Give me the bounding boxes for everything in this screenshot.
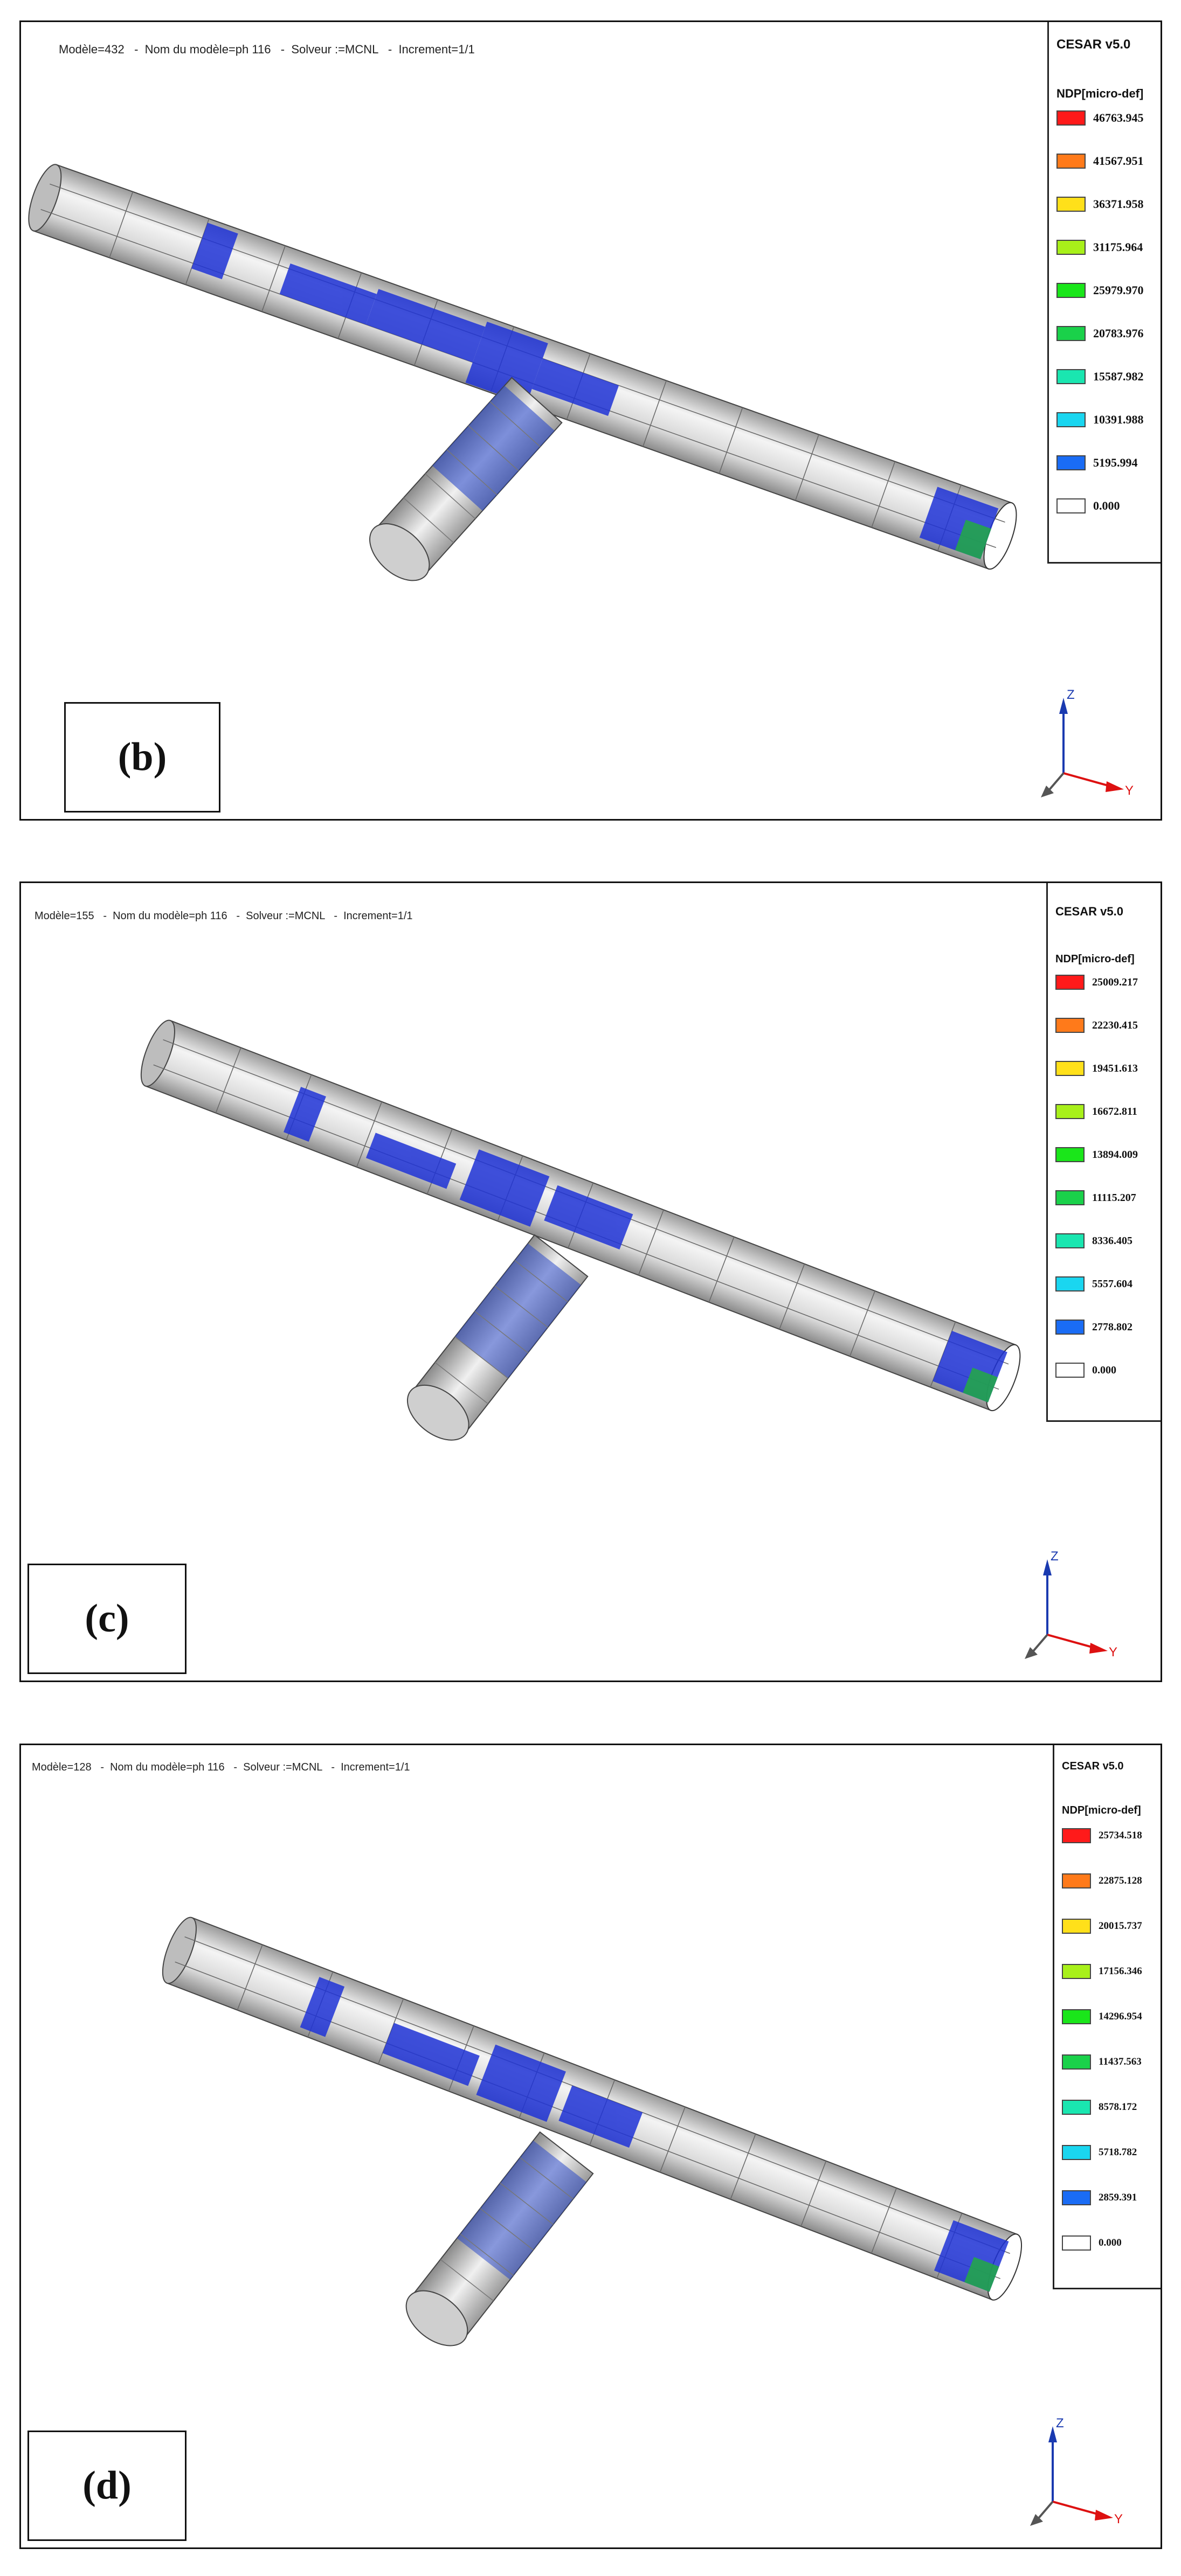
pipe-model-view [21,22,1045,820]
legend-title: CESAR v5.0 [1056,37,1131,52]
panel-c [19,881,1162,1682]
legend-swatch [1056,154,1086,169]
legend-value: 16672.811 [1092,1105,1137,1117]
legend-value: 11437.563 [1099,2056,1142,2067]
legend-swatch [1056,110,1086,126]
axis-triad-icon [1015,1543,1123,1667]
legend-swatch [1062,1873,1091,1888]
panel-label: (b) [118,735,167,779]
model-name: - Nom du modèle=ph 116 [94,1761,224,1773]
legend-item [1056,367,1144,386]
legend-value: 17156.346 [1099,1966,1142,1977]
axis-y-label: Y [1114,2512,1123,2526]
main-pipe [156,1913,1028,2304]
legend-value: 31175.964 [1093,240,1143,254]
axis-z-label: Z [1067,688,1075,702]
legend-value: 13894.009 [1092,1148,1138,1161]
legend-swatch [1062,1828,1091,1843]
legend-item [1062,1826,1142,1845]
legend-value: 11115.207 [1092,1191,1136,1204]
model-name: - Nom du modèle=ph 116 [128,43,271,56]
panel-label: (d) [82,2463,132,2508]
legend-swatch [1055,1320,1085,1335]
legend-item [1056,151,1144,171]
legend-swatch [1056,197,1086,212]
legend-item [1055,1231,1132,1251]
legend-item [1056,108,1144,128]
increment: - Increment=1/1 [382,43,475,56]
legend-value: 5195.994 [1093,456,1138,469]
pipe-model-view [21,883,1045,1681]
main-pipe [134,1016,1027,1414]
solver-name: - Solveur :=MCNL [230,910,324,922]
legend-swatch [1062,2100,1091,2115]
legend-swatch [1062,2054,1091,2070]
legend-unit: NDP[micro-def] [1056,87,1144,100]
legend-value: 15587.982 [1093,370,1144,383]
increment: - Increment=1/1 [328,910,412,922]
panel-b [19,20,1162,821]
legend-swatch [1055,1104,1085,1119]
legend-swatch [1055,1190,1085,1205]
legend-item [1055,1274,1132,1294]
legend-swatch [1062,2009,1091,2024]
solver-name: - Solveur :=MCNL [227,1761,322,1773]
legend-value: 5557.604 [1092,1277,1132,1290]
legend-swatch [1062,2145,1091,2160]
legend-swatch [1056,369,1086,384]
legend-swatch [1056,412,1086,427]
panel-label-box [27,1564,187,1674]
legend-value: 10391.988 [1093,413,1144,426]
legend-item [1055,1188,1136,1207]
legend-value: 0.000 [1099,2237,1122,2248]
model-number: Modèle=128 [32,1761,92,1773]
legend-swatch [1056,498,1086,513]
legend-item [1056,496,1120,516]
legend-swatch [1055,1233,1085,1248]
legend-item [1062,1871,1142,1891]
legend-value: 46763.945 [1093,111,1144,124]
main-pipe [22,161,1023,573]
legend-item [1056,238,1143,257]
legend-swatch [1062,2235,1091,2251]
legend-item [1062,2143,1137,2162]
legend-value: 22230.415 [1092,1019,1138,1031]
legend-swatch [1056,283,1086,298]
legend-swatch [1055,1061,1085,1076]
legend-value: 14296.954 [1099,2011,1142,2022]
legend-item [1055,1016,1138,1035]
solver-name: - Solveur :=MCNL [274,43,378,56]
legend-swatch [1055,1276,1085,1292]
legend-item [1062,1917,1142,1936]
legend-value: 8336.405 [1092,1234,1132,1247]
legend-item [1055,1317,1132,1337]
legend-unit: NDP[micro-def] [1062,1804,1141,1816]
axis-triad-icon [1031,682,1139,806]
legend-value: 19451.613 [1092,1062,1138,1074]
axis-triad-icon [1020,2410,1128,2534]
panel-d [19,1744,1162,2549]
legend-value: 25979.970 [1093,283,1144,297]
model-name: - Nom du modèle=ph 116 [97,910,227,922]
legend-item [1062,2098,1137,2117]
legend-value: 2778.802 [1092,1321,1132,1333]
branch-pipe [397,1234,589,1451]
legend-item [1056,281,1144,300]
axis-z-label: Z [1051,1549,1059,1564]
legend-item [1055,1102,1137,1121]
panel-label: (c) [85,1596,129,1641]
axis-z-label: Z [1056,2416,1064,2431]
legend-value: 8578.172 [1099,2101,1137,2113]
legend-item [1055,973,1138,992]
pipe-model-view [21,1745,1045,2548]
legend-swatch [1056,240,1086,255]
legend-value: 20015.737 [1099,1920,1142,1932]
legend-item [1056,324,1144,343]
legend-item [1062,2188,1137,2207]
legend-value: 25734.518 [1099,1830,1142,1841]
branch-pipe [396,2131,594,2357]
color-legend [1046,883,1161,1422]
model-number: Modèle=432 [59,43,125,56]
legend-item [1056,410,1144,429]
legend-swatch [1055,975,1085,990]
legend-swatch [1056,455,1086,470]
axis-y-label: Y [1109,1645,1118,1660]
legend-swatch [1062,1919,1091,1934]
legend-title: CESAR v5.0 [1055,905,1123,918]
legend-value: 20783.976 [1093,327,1144,340]
branch-pipe [359,377,563,592]
color-legend [1053,1745,1161,2289]
legend-value: 0.000 [1092,1364,1116,1376]
legend-swatch [1062,2190,1091,2205]
legend-value: 2859.391 [1099,2192,1137,2203]
legend-item [1055,1059,1138,1078]
legend-value: 36371.958 [1093,197,1144,211]
panel-label-box [64,702,220,813]
panel-label-box [27,2431,187,2541]
axis-y-label: Y [1125,783,1134,798]
legend-item [1062,2052,1142,2072]
legend-value: 5718.782 [1099,2147,1137,2158]
legend-item [1055,1145,1138,1164]
legend-swatch [1055,1363,1085,1378]
legend-value: 0.000 [1093,499,1120,512]
legend-swatch [1055,1018,1085,1033]
legend-value: 25009.217 [1092,976,1138,988]
legend-item [1062,2233,1122,2253]
legend-value: 22875.128 [1099,1875,1142,1886]
increment: - Increment=1/1 [325,1761,410,1773]
legend-swatch [1062,1964,1091,1979]
color-legend [1047,22,1161,564]
legend-title: CESAR v5.0 [1062,1760,1124,1772]
legend-unit: NDP[micro-def] [1055,953,1135,965]
legend-value: 41567.951 [1093,154,1144,168]
legend-swatch [1056,326,1086,341]
legend-item [1056,453,1138,473]
model-number: Modèle=155 [34,910,94,922]
legend-item [1062,1962,1142,1981]
legend-item [1056,195,1144,214]
legend-item [1062,2007,1142,2026]
legend-swatch [1055,1147,1085,1162]
legend-item [1055,1360,1116,1380]
